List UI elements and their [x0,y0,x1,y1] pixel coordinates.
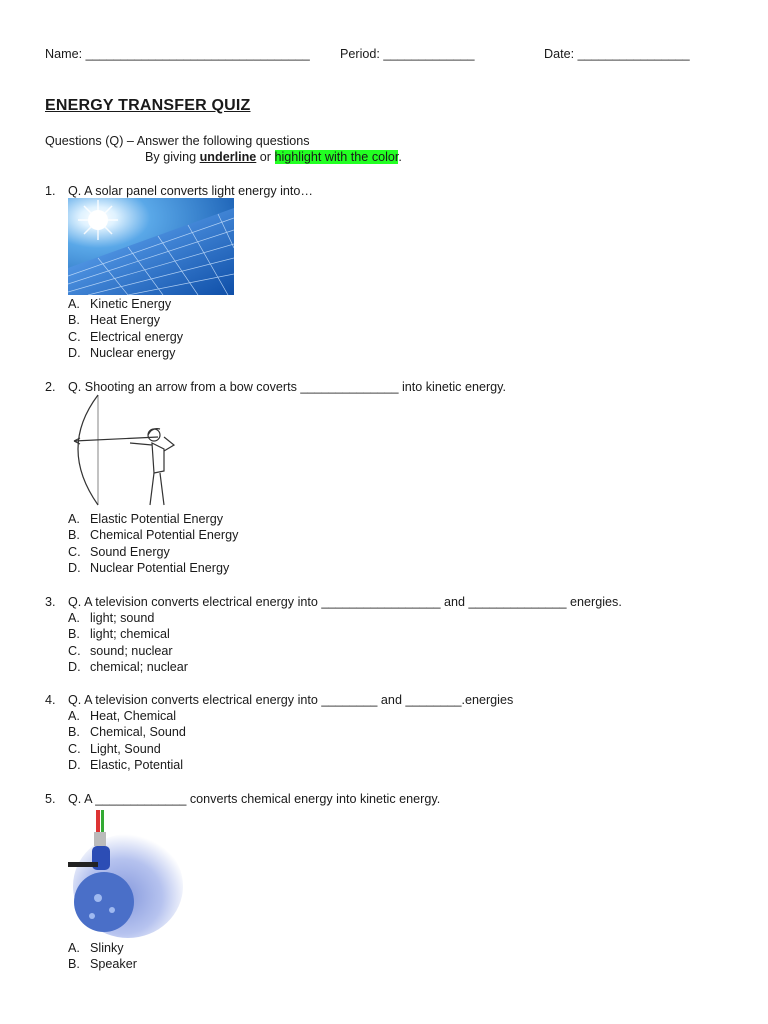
question-3 [45,594,622,610]
underline-word: underline [199,150,257,164]
option-c: C. sound; nuclear [68,643,173,658]
question-text: Q. A television converts electrical energy into _________________ and ______________ energies. [68,595,622,609]
question-text: Q. A solar panel converts light energy into… [68,184,314,198]
option-d: D. Elastic, Potential [68,758,184,773]
option-b: B. Chemical, Sound [68,725,186,740]
question-number: 1. [45,184,56,198]
or-word: or [256,150,275,164]
option-b: B. Speaker [68,957,137,972]
option-b: B. Heat Energy [68,313,161,328]
question-number: 2. [45,380,56,394]
archer-image [68,393,180,511]
options-list-3 [68,610,188,676]
question-number: 4. [45,693,56,707]
question-5 [45,791,440,807]
option-a: A. Heat, Chemical [68,709,177,723]
options-list-1 [68,296,183,362]
question-text: Q. Shooting an arrow from a bow coverts ______________ into kinetic energy. [68,380,507,394]
option-a: A. Elastic Potential Energy [68,512,224,526]
options-list-5 [68,940,137,973]
instructions-prefix: By giving [145,150,200,164]
solar-panel-image [68,198,234,295]
option-b: B. light; chemical [68,627,170,642]
option-d: D. Nuclear Potential Energy [68,561,230,576]
instructions-line-2 [145,150,402,164]
option-b: B. Chemical Potential Energy [68,528,239,543]
name-field: Name: ________________________________ [45,47,310,61]
instructions-line-1: Questions (Q) – Answer the following questions [45,134,310,148]
option-a: A. Slinky [68,941,124,955]
question-number: 5. [45,792,56,806]
option-d: D. Nuclear energy [68,346,176,361]
option-c: C. Light, Sound [68,741,161,756]
option-c: C. Sound Energy [68,544,170,559]
question-4 [45,692,513,708]
period-field: Period: _____________ [340,47,475,61]
option-c: C. Electrical energy [68,329,184,344]
instructions-period: . [398,150,402,164]
question-1 [45,183,313,199]
highlight-phrase: highlight with the color [274,150,399,164]
question-text: Q. A _____________ converts chemical energy into kinetic energy. [68,792,441,806]
page-title: ENERGY TRANSFER QUIZ [45,97,251,114]
date-field: Date: ________________ [544,47,690,61]
option-a: A. Kinetic Energy [68,297,172,311]
question-text: Q. A television converts electrical energy into ________ and ________.energies [68,693,514,707]
rocket-toy-image [68,806,198,940]
options-list-4 [68,708,186,774]
option-a: A. light; sound [68,611,155,625]
option-d: D. chemical; nuclear [68,660,188,675]
question-number: 3. [45,595,56,609]
options-list-2 [68,511,238,577]
